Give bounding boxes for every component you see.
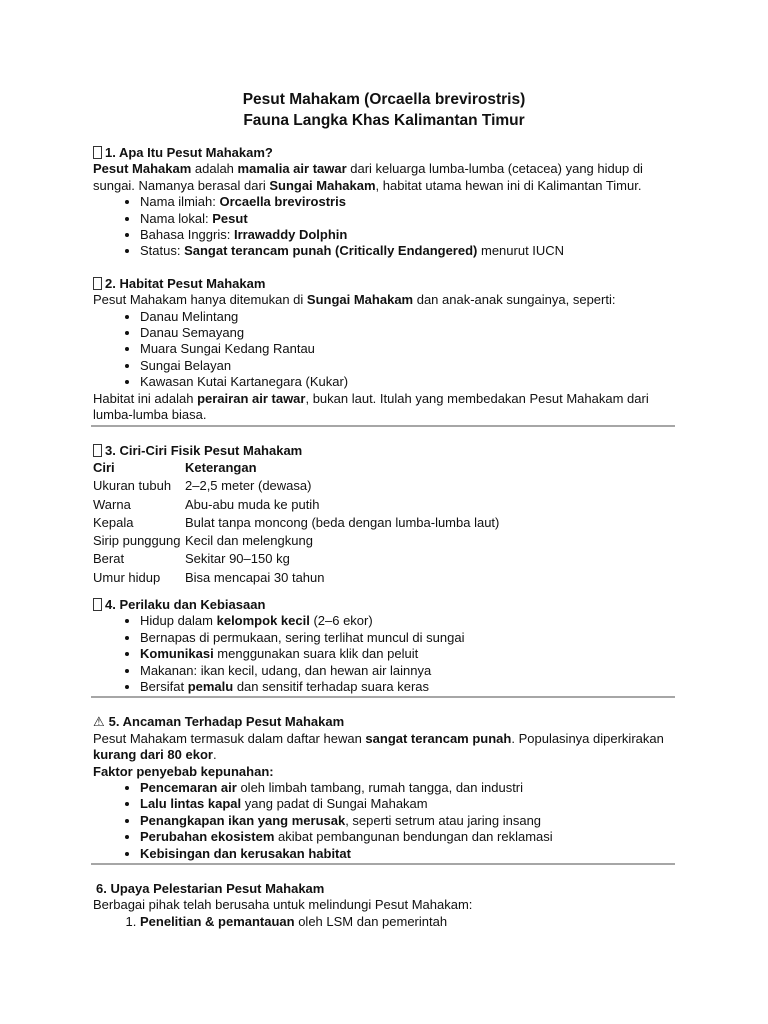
section-6 [93,881,675,930]
list-item [140,630,675,646]
section-4-heading [93,597,675,613]
features-table [93,460,499,588]
list-item: • Danau Semayang [140,325,675,341]
factors-heading-text: Faktor penyebab kepunahan: [93,763,274,779]
cell-ciri: Umur hidup [93,569,161,585]
table-row [93,570,499,588]
text: dan anak-anak sungainya, seperti: [413,292,616,308]
section-5-heading [93,714,675,730]
text: dari keluarga lumba-lumba (cetacea) yang hidup di sungai. Namanya berasal dari [93,161,643,193]
list-item [140,646,675,662]
cell-ciri: Ukuran tubuh [93,478,172,494]
section-2-heading-text: 2. Habitat Pesut Mahakam [105,275,266,291]
term-mamalia: mamalia air tawar [237,161,347,177]
factors-heading [93,764,675,780]
list-item [140,194,675,210]
text: menggunakan suara klik dan peluit [213,646,419,662]
title-line-1: Pesut Mahakam (Orcaella brevirostris) [242,91,526,108]
term-pesut-mahakam: Pesut Mahakam [93,161,192,177]
item-after: menurut IUCN [477,243,565,259]
cell-ciri: Kepala [93,514,134,530]
spacer [93,698,675,714]
table-header-row [93,460,499,478]
warning-icon: ⚠ [93,714,105,730]
list-item: • Muara Sungai Kedang Rantau [140,341,675,357]
section-5-heading-text: 5. Ancaman Terhadap Pesut Mahakam [108,714,345,730]
document-title [93,89,675,131]
list-item [140,796,675,812]
section-5-list [93,780,675,862]
bold-text: Penelitian & pemantauan [140,913,295,929]
table-row [93,478,499,496]
item-value: Sangat terancam punah (Critically Endangered) [184,243,478,259]
list-item [140,846,675,862]
item-value: Orcaella brevirostris [219,194,346,210]
section-6-heading [93,881,675,897]
list-item [140,914,675,930]
text: . Populasinya diperkirakan [511,730,664,746]
section-4-heading-text: 4. Perilaku dan Kebiasaan [105,596,266,612]
bold-text: sangat terancam punah [365,730,512,746]
table-row [93,551,499,569]
section-2-outro [93,391,675,424]
cell-keterangan: Sekitar 90–150 kg [185,551,290,567]
column-header-keterangan: Keterangan [185,459,257,475]
section-2-list [93,309,675,391]
spacer [93,427,675,443]
term-sungai: Sungai Mahakam [269,177,376,193]
text: akibat pembangunan bendungan dan reklamasi [274,829,553,845]
text: Makanan: ikan kecil, udang, dan hewan air lainnya [140,662,432,678]
term-perairan: perairan air tawar [197,390,306,406]
section-2-intro [93,292,675,308]
section-4-list [93,613,675,695]
section-6-heading-text: 6. Upaya Pelestarian Pesut Mahakam [96,881,325,897]
section-2-heading [93,276,675,292]
list-item [140,679,675,695]
section-1-heading [93,145,675,161]
list-item [140,227,675,243]
text: adalah [191,161,238,177]
text: , bukan laut. Itulah yang membedakan Pesut Mahakam dari lumba-lumba biasa. [93,390,649,423]
item-label: Nama lokal: [140,210,213,226]
cell-keterangan: Abu-abu muda ke putih [185,496,320,512]
text: dan sensitif terhadap suara keras [233,679,430,695]
section-4 [93,597,675,695]
missing-glyph-icon [93,598,102,611]
bold-text: Penangkapan ikan yang merusak [140,812,346,828]
item-value: Pesut [212,210,248,226]
text: Bernapas di permukaan, sering terlihat muncul di sungai [140,629,465,645]
cell-ciri: Warna [93,496,131,512]
missing-glyph-icon [93,444,102,457]
bold-text: Perubahan ekosistem [140,829,275,845]
text: . [212,747,217,763]
cell-keterangan: 2–2,5 meter (dewasa) [185,478,312,494]
text: , habitat utama hewan ini di Kalimantan Timur. [375,177,642,193]
list-item [140,829,675,845]
list-item [140,211,675,227]
table-row [93,533,499,551]
list-item [140,813,675,829]
text: Pesut Mahakam termasuk dalam daftar hewan [93,730,366,746]
table-row [93,515,499,533]
column-header-ciri: Ciri [93,459,115,475]
list-item [140,780,675,796]
list-item: • Kawasan Kutai Kartanegara (Kukar) [140,374,675,390]
missing-glyph-icon [93,277,102,290]
spacer [93,260,675,276]
term-sungai: Sungai Mahakam [306,292,414,308]
cell-keterangan: Bulat tanpa moncong (beda dengan lumba-lumba laut) [185,514,500,530]
bold-text: Komunikasi [140,646,214,662]
bold-text: pemalu [187,679,234,695]
section-3-heading-text: 3. Ciri-Ciri Fisik Pesut Mahakam [105,442,303,458]
list-item: • Danau Melintang [140,309,675,325]
item-label: Bahasa Inggris: [140,227,234,243]
list-item [140,243,675,259]
text: Hidup dalam [140,613,217,629]
table-row [93,497,499,515]
section-3-heading [93,443,675,459]
spacer [93,865,675,881]
cell-ciri: Sirip punggung [93,533,181,549]
item-label: Status: [140,243,185,259]
section-1-paragraph [93,161,675,194]
section-6-intro: Berbagai pihak telah berusaha untuk melindungi Pesut Mahakam: [93,897,473,913]
missing-glyph-icon [93,146,102,159]
section-2 [93,276,675,424]
section-1 [93,145,675,260]
text: yang padat di Sungai Mahakam [241,796,428,812]
text: , seperti setrum atau jaring insang [345,812,542,828]
text: (2–6 ekor) [309,613,373,629]
cell-keterangan: Kecil dan melengkung [185,533,313,549]
text: oleh LSM dan pemerintah [294,913,448,929]
bold-text: Kebisingan dan kerusakan habitat [140,845,351,861]
text: oleh limbah tambang, rumah tangga, dan industri [236,780,524,796]
item-label: Nama ilmiah: [140,194,220,210]
cell-keterangan: Bisa mencapai 30 tahun [185,569,325,585]
list-item: • Sungai Belayan [140,358,675,374]
list-item [140,663,675,679]
section-5-paragraph [93,731,675,764]
section-1-list [93,194,675,260]
spacer [93,588,675,597]
item-value: Irrawaddy Dolphin [233,227,348,243]
section-5 [93,714,675,862]
section-1-heading-text: 1. Apa Itu Pesut Mahakam? [105,145,273,160]
bold-text: Pencemaran air [140,780,237,796]
title-line-2: Fauna Langka Khas Kalimantan Timur [243,112,525,129]
bold-text: Lalu lintas kapal [140,796,242,812]
cell-ciri: Berat [93,551,125,567]
bold-text: kelompok kecil [216,613,310,629]
document-body [93,89,675,930]
text: Pesut Mahakam hanya ditemukan di [93,292,307,308]
text: Bersifat [140,679,188,695]
section-3 [93,443,675,588]
section-6-list [93,914,675,930]
list-item [140,613,675,629]
text: Habitat ini adalah [93,390,198,406]
bold-text: kurang dari 80 ekor [93,747,213,763]
